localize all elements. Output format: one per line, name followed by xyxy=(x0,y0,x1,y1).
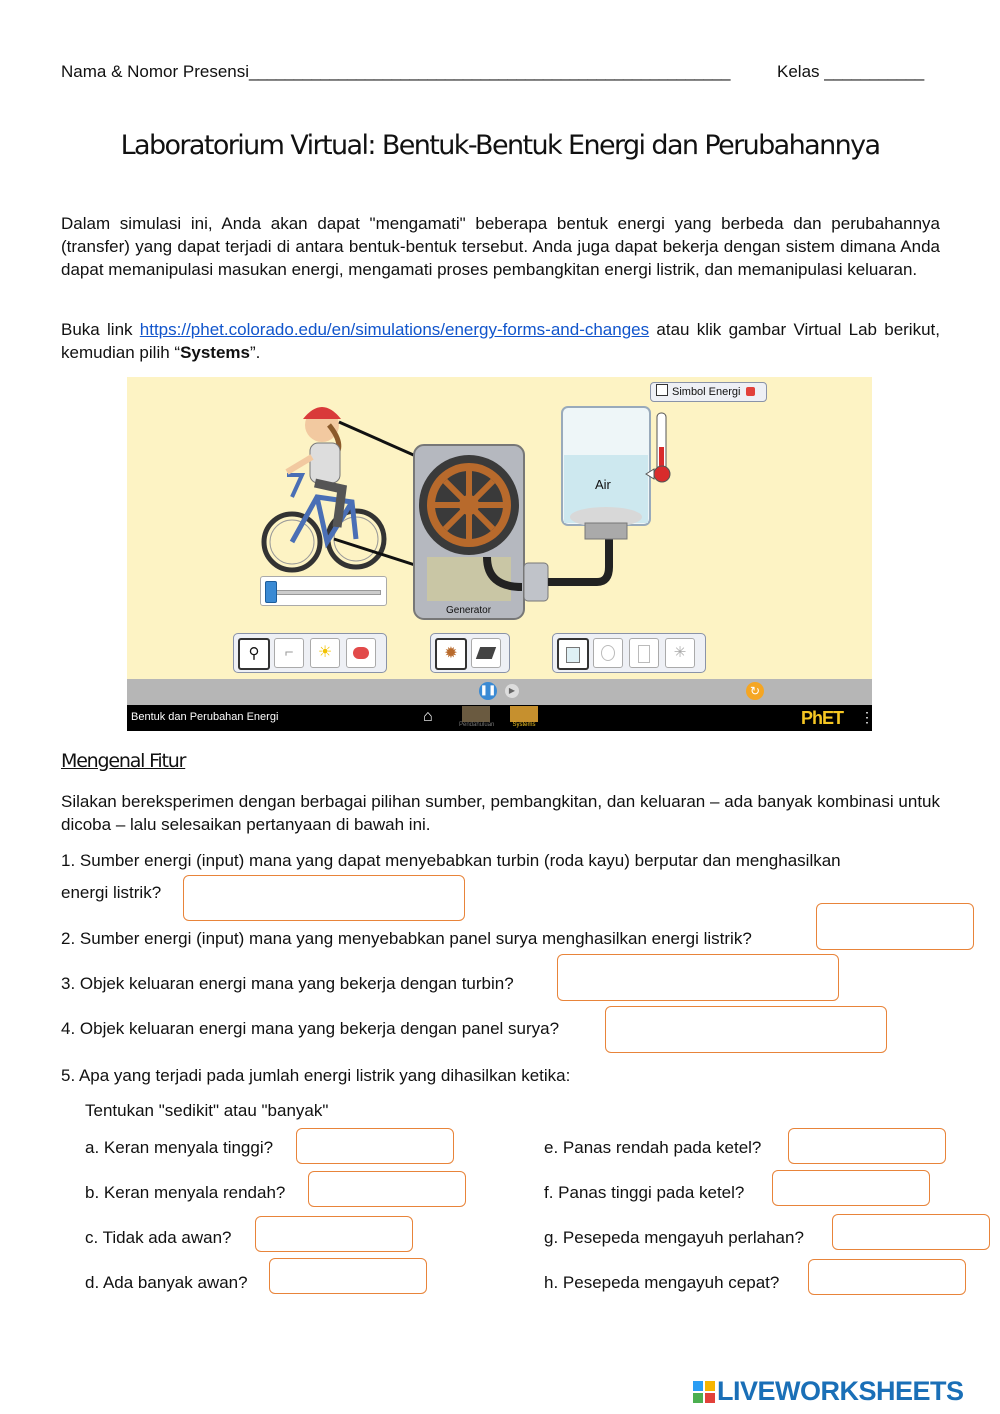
converter-panel xyxy=(430,633,510,673)
beaker-icon xyxy=(562,407,650,539)
answer-box-1[interactable] xyxy=(183,875,465,921)
slider-track xyxy=(269,590,381,595)
question-1-line1: 1. Sumber energi (input) mana yang dapat menyebabkan turbin (roda kayu) berputar dan menghasilkan xyxy=(61,851,841,870)
section-intro: Silakan bereksperimen dengan berbagai pilihan sumber, pembangkitan, dan keluaran – ada banyak kombinasi untuk dicoba – lalu selesaikan pertanyaan di bawah ini. xyxy=(61,792,940,834)
answer-box-5f[interactable] xyxy=(772,1170,930,1206)
answer-box-5a[interactable] xyxy=(296,1128,454,1164)
sun-icon: ☀ xyxy=(317,644,333,661)
systems-bold: Systems xyxy=(180,343,250,362)
turbine-converter-button[interactable] xyxy=(435,638,467,670)
reset-button[interactable]: ↻ xyxy=(746,682,764,700)
liveworksheets-logo xyxy=(693,1376,964,1406)
question-3: 3. Objek keluaran energi mana yang bekerja dengan turbin? xyxy=(61,974,514,993)
bulb-output-button[interactable] xyxy=(593,638,623,668)
question-5: 5. Apa yang terjadi pada jumlah energi listrik yang dihasilkan ketika: xyxy=(61,1066,571,1085)
tab-systems-label: Systems xyxy=(512,722,536,728)
kettle-source-button[interactable] xyxy=(346,638,376,668)
sim-name: Bentuk dan Perubahan Energi xyxy=(131,711,279,723)
question-2: 2. Sumber energi (input) mana yang menyebabkan panel surya menghasilkan energi listrik? xyxy=(61,929,752,948)
tab-intro[interactable] xyxy=(459,706,493,731)
sim-navigation-bar xyxy=(127,705,872,731)
tab-intro-label: Pendahuluan xyxy=(459,722,495,728)
class-line: ___________ xyxy=(824,62,924,81)
answer-box-5b[interactable] xyxy=(308,1171,466,1207)
bike-icon: ⚲ xyxy=(248,645,260,662)
step-button[interactable]: ▶ xyxy=(505,684,519,698)
question-5a: a. Keran menyala tinggi? xyxy=(85,1138,274,1157)
question-5b: b. Keran menyala rendah? xyxy=(85,1183,286,1202)
intro-thumbnail xyxy=(462,706,490,722)
output-panel xyxy=(552,633,706,673)
slider-thumb[interactable] xyxy=(265,581,277,603)
phet-logo: PhET xyxy=(801,708,844,728)
answer-box-5e[interactable] xyxy=(788,1128,946,1164)
sun-source-button[interactable] xyxy=(310,638,340,668)
cyclist-icon xyxy=(287,407,342,527)
answer-box-5h[interactable] xyxy=(808,1259,966,1295)
question-5e: e. Panas rendah pada ketel? xyxy=(544,1138,762,1157)
kettle-icon xyxy=(353,647,369,659)
link-suffix: atau klik gambar Virtual Lab berikut, kemudian pilih “ xyxy=(61,320,940,362)
name-field-label xyxy=(61,60,730,83)
home-icon[interactable]: ⌂ xyxy=(423,708,433,725)
link-prefix: Buka link xyxy=(61,320,140,339)
energy-symbol-label: Simbol Energi xyxy=(672,386,741,398)
beaker-output-button[interactable] xyxy=(557,638,589,670)
answer-box-5g[interactable] xyxy=(832,1214,990,1250)
question-5g: g. Pesepeda mengayuh perlahan? xyxy=(544,1228,804,1247)
pause-button[interactable]: ❚❚ xyxy=(479,682,497,700)
answer-box-5c[interactable] xyxy=(255,1216,413,1252)
bulb-icon xyxy=(601,645,615,661)
brand-text: LIVEWORKSHEETS xyxy=(717,1376,964,1406)
menu-icon[interactable]: ⋮ xyxy=(860,709,874,725)
bicycle-source-button[interactable] xyxy=(238,638,270,670)
solar-panel-icon xyxy=(476,647,496,659)
question-5f: f. Panas tinggi pada ketel? xyxy=(544,1183,745,1202)
name-line: ______________________________________________________ xyxy=(249,62,730,81)
answer-box-2[interactable] xyxy=(816,903,974,950)
beaker-small-icon xyxy=(566,647,580,663)
energy-source-panel xyxy=(233,633,387,673)
faucet-icon: ⌐ xyxy=(284,644,294,661)
phet-link[interactable]: https://phet.colorado.edu/en/simulations/energy-forms-and-changes xyxy=(139,320,650,339)
class-field-label xyxy=(777,60,924,83)
class-label: Kelas xyxy=(777,62,820,81)
question-5c: c. Tidak ada awan? xyxy=(85,1228,232,1247)
systems-thumbnail xyxy=(510,706,538,722)
question-4: 4. Objek keluaran energi mana yang bekerja dengan panel surya? xyxy=(61,1019,560,1038)
fluorescent-bulb-icon xyxy=(638,645,650,663)
fan-output-button[interactable] xyxy=(665,638,695,668)
faucet-source-button[interactable] xyxy=(274,638,304,668)
question-5-instruction: Tentukan "sedikit" atau "banyak" xyxy=(85,1101,329,1120)
link-paragraph xyxy=(61,318,940,364)
answer-box-4[interactable] xyxy=(605,1006,887,1053)
question-1-line2: energi listrik? xyxy=(61,883,162,902)
question-5h: h. Pesepeda mengayuh cepat? xyxy=(544,1273,780,1292)
brand-squares-icon xyxy=(693,1381,715,1403)
generator-label: Generator xyxy=(446,605,492,616)
playback-bar xyxy=(127,679,872,705)
intro-paragraph: Dalam simulasi ini, Anda akan dapat "mengamati" beberapa bentuk energi yang berbeda dan perubahannya (transfer) yang dapat terjadi di antara bentuk-bentuk tersebut. Anda juga dapat bekerja dengan sistem dimana Anda dapat memanipulasi masukan energi, mengamati proses pembangkitan energi listrik, dan memanipulasi keluaran. xyxy=(61,214,940,279)
link-end: ”. xyxy=(250,343,261,362)
fan-icon: ✳ xyxy=(673,644,687,661)
answer-box-5d[interactable] xyxy=(269,1258,427,1294)
simulation-screenshot[interactable] xyxy=(127,377,872,731)
section-heading: Mengenal Fitur xyxy=(61,750,186,772)
fluorescent-output-button[interactable] xyxy=(629,638,659,668)
solar-panel-converter-button[interactable] xyxy=(471,638,501,668)
page-title: Laboratorium Virtual: Bentuk-Bentuk Energi dan Perubahannya xyxy=(120,130,880,161)
tab-systems[interactable] xyxy=(507,706,541,731)
question-5d: d. Ada banyak awan? xyxy=(85,1273,248,1292)
water-label: Air xyxy=(595,477,611,492)
turbine-icon: ✹ xyxy=(444,645,458,662)
pedal-speed-slider[interactable] xyxy=(260,576,387,606)
answer-box-3[interactable] xyxy=(557,954,839,1001)
name-label: Nama & Nomor Presensi xyxy=(61,62,250,81)
